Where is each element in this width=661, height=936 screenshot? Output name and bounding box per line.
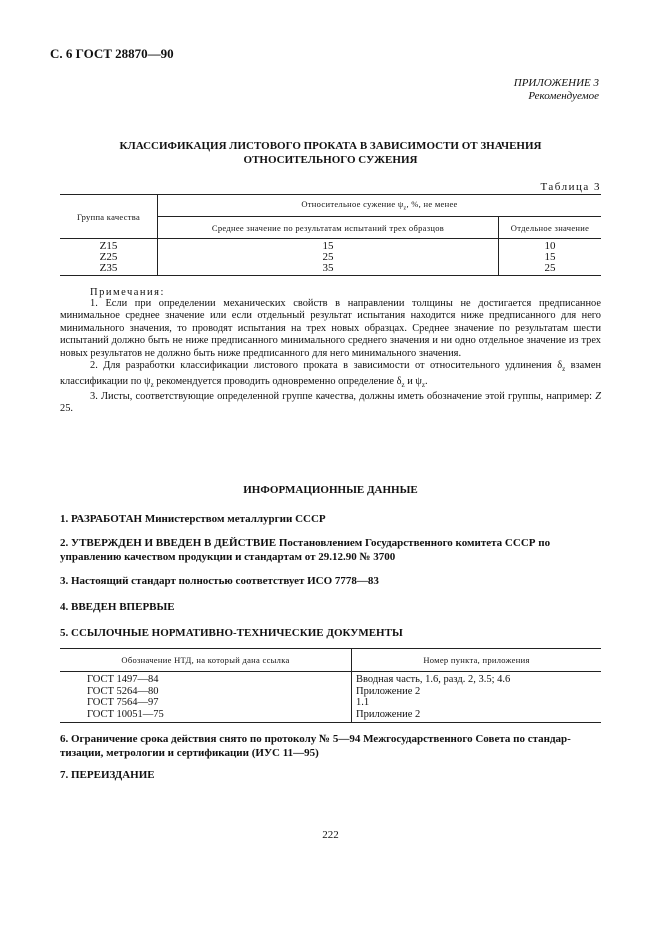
- info-item-6-line-1: 6. Ограничение срока действия снято по протоколу № 5—94 Межгосударственного Совета по стандар-: [60, 733, 571, 745]
- table-cell: 35: [158, 263, 499, 276]
- note-1: 1. Если при определении механических свойств в направлении толщины не достигается предписанное минимальное среднее значение или если отдельный результат испытания находится ниже предписанного для него минимального значения, то проводят испытания на трех новых образцах. Среднее значение по результатам шести испытаний должно быть не ниже предписанного минимального среднего значения и ни одно отдельное значение из трех новых результатов не должно быть ниже предписанного для него минимального значения.: [60, 298, 601, 359]
- notes-title: Примечания:: [90, 287, 165, 298]
- info-item-1: 1. РАЗРАБОТАН Министерством металлургии СССР: [60, 513, 326, 525]
- table-cell: 25: [544, 262, 556, 274]
- table-row: ГОСТ 10051—75: [60, 709, 352, 723]
- table-cell: 15: [158, 239, 499, 253]
- col-header-clause: Номер пункта, приложения: [423, 655, 530, 665]
- appendix-label: [514, 77, 599, 103]
- info-section-title: ИНФОРМАЦИОННЫЕ ДАННЫЕ: [243, 484, 418, 496]
- col-header-single: Отдельное значение: [510, 222, 590, 233]
- classification-table: [60, 194, 601, 276]
- col-header-ntd: Обозначение НТД, на который дана ссылка: [60, 649, 352, 672]
- note-3: 3. Листы, соответствующие определенной группе качества, должны иметь обозначение этой группы, например: Z 25.: [60, 391, 601, 415]
- title-line-1: КЛАССИФИКАЦИЯ ЛИСТОВОГО ПРОКАТА В ЗАВИСИМОСТИ ОТ ЗНАЧЕНИЯ: [119, 140, 542, 152]
- notes-body: [60, 298, 601, 416]
- col-header-group: Группа качества: [60, 195, 158, 239]
- table-label: Таблица 3: [540, 181, 601, 193]
- table-row: Z35: [60, 263, 158, 276]
- table-cell: 1.1: [356, 697, 370, 708]
- info-item-3: 3. Настоящий стандарт полностью соответствует ИСО 7778—83: [60, 575, 379, 587]
- page-header: С. 6 ГОСТ 28870—90: [50, 46, 174, 61]
- table-row: ГОСТ 7564—97: [60, 697, 352, 709]
- info-item-2-line-1: 2. УТВЕРЖДЕН И ВВЕДЕН В ДЕЙСТВИЕ Постановлением Государственного комитета СССР по: [60, 537, 551, 549]
- info-item-4: 4. ВВЕДЕН ВПЕРВЫЕ: [60, 601, 175, 613]
- info-item-6-line-2: тизации, метрологии и сертификации (ИУС 11—95): [60, 747, 319, 759]
- info-item-7: 7. ПЕРЕИЗДАНИЕ: [60, 769, 155, 781]
- col-header-top: Относительное сужение $\psi_z$, %, не менее: [158, 195, 602, 217]
- info-item-2-line-2: управлению качеством продукции и стандартам от 29.12.90 № 3700: [60, 551, 396, 563]
- table-row: Z25: [60, 252, 158, 263]
- references-table: [60, 648, 601, 723]
- table-row: ГОСТ 1497—84: [60, 672, 352, 686]
- table-cell: 10: [544, 240, 556, 252]
- table-cell: 15: [544, 251, 556, 263]
- info-item-5: 5. ССЫЛОЧНЫЕ НОРМАТИВНО-ТЕХНИЧЕСКИЕ ДОКУМЕНТЫ: [60, 627, 403, 639]
- page-number: 222: [322, 829, 339, 841]
- table-cell: 25: [158, 252, 499, 263]
- info-item-2: [60, 536, 601, 564]
- note-2: 2. Для разработки классификации листового проката в зависимости от относительного удлинения $\delta_z$ взамен классификации по $\psi_z$ рекомендуется проводить одновременно определение $\delta_z$ и $\psi_z$.: [60, 360, 601, 389]
- document-title: [60, 139, 601, 167]
- table-row: ГОСТ 5264—80: [60, 686, 352, 698]
- appendix-subtitle: Рекомендуемое: [528, 90, 599, 102]
- table-cell: Вводная часть, 1.6, разд. 2, 3.5; 4.6: [356, 674, 511, 685]
- info-item-6: [60, 732, 601, 760]
- table-cell: Приложение 2: [356, 685, 421, 697]
- table-row: Z15: [60, 239, 158, 253]
- table-cell: Приложение 2: [356, 708, 421, 720]
- appendix-title: ПРИЛОЖЕНИЕ 3: [513, 77, 599, 89]
- col-header-avg: Среднее значение по результатам испытаний трех образцов: [158, 217, 499, 239]
- title-line-2: ОТНОСИТЕЛЬНОГО СУЖЕНИЯ: [243, 154, 418, 166]
